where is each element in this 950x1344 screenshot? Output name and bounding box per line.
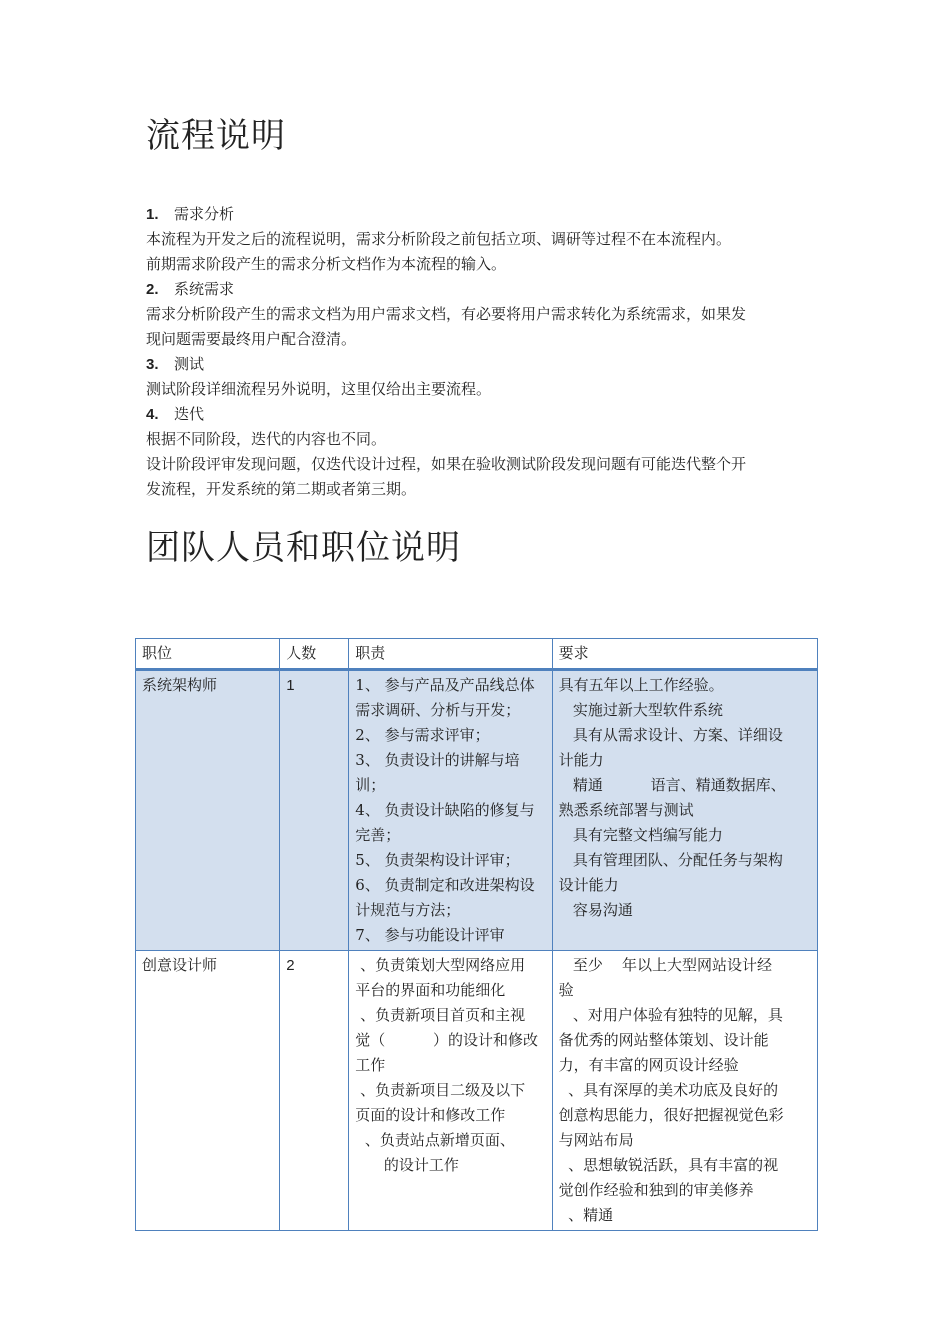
- process-item-text: 前期需求阶段产生的需求分析文档作为本流程的输入。: [146, 255, 507, 273]
- requirement-line: 精通 语言、精通数据库、: [558, 776, 786, 794]
- process-section: [146, 202, 826, 502]
- duty-line: 5、 负责架构设计评审；: [355, 851, 520, 869]
- duty-line: 计规范与方法；: [355, 901, 461, 919]
- table-header-row: [136, 639, 818, 670]
- requirement-line: 具有五年以上工作经验。: [558, 676, 724, 694]
- duty-line: 需求调研、分析与开发；: [355, 701, 521, 719]
- duties-cell: [349, 951, 552, 1231]
- process-item-heading: 4. 迭代: [146, 402, 826, 427]
- requirement-line: 力，有丰富的网页设计经验: [558, 1056, 739, 1074]
- count-cell: 1: [280, 670, 349, 951]
- process-item-text: 根据不同阶段，迭代的内容也不同。: [146, 430, 387, 448]
- process-item-text: 测试阶段详细流程另外说明，这里仅给出主要流程。: [146, 380, 492, 398]
- duty-line: 2、 参与需求评审；: [355, 726, 490, 744]
- requirement-line: 、精通: [558, 1206, 614, 1224]
- process-item-heading: 2. 系统需求: [146, 277, 826, 302]
- process-item-text: 本流程为开发之后的流程说明，需求分析阶段之前包括立项、调研等过程不在本流程内。: [146, 230, 732, 248]
- requirement-line: 至少 年以上大型网站设计经: [558, 956, 772, 974]
- roles-table: [135, 638, 818, 1231]
- header-requirements: 要求: [552, 639, 817, 670]
- duties-cell: [349, 670, 552, 951]
- role-cell: 创意设计师: [136, 951, 280, 1231]
- requirement-line: 具有管理团队、分配任务与架构: [558, 851, 783, 869]
- duty-line: 训；: [355, 776, 386, 794]
- requirement-line: 计能力: [558, 751, 604, 769]
- duty-line: 平台的界面和功能细化: [355, 981, 506, 999]
- duty-line: 3、 负责设计的讲解与培: [355, 751, 520, 769]
- duty-line: 、负责新项目首页和主视: [355, 1006, 526, 1024]
- requirement-line: 实施过新大型软件系统: [558, 701, 723, 719]
- requirement-line: 熟悉系统部署与测试: [558, 801, 694, 819]
- duty-line: 页面的设计和修改工作: [355, 1106, 506, 1124]
- duty-line: 6、 负责制定和改进架构设: [355, 876, 535, 894]
- requirement-line: 备优秀的网站整体策划、设计能: [558, 1031, 769, 1049]
- requirement-line: 、具有深厚的美术功底及良好的: [558, 1081, 779, 1099]
- duty-line: 、负责新项目二级及以下: [355, 1081, 526, 1099]
- role-cell: 系统架构师: [136, 670, 280, 951]
- item-number: 1.: [146, 206, 159, 223]
- process-item-text: 发流程，开发系统的第二期或者第三期。: [146, 480, 417, 498]
- header-role: 职位: [136, 639, 280, 670]
- requirement-line: 具有完整文档编写能力: [558, 826, 723, 844]
- requirements-cell: [552, 670, 817, 951]
- process-title: 流程说明: [146, 116, 286, 156]
- count-cell: 2: [280, 951, 349, 1231]
- header-count: 人数: [280, 639, 349, 670]
- process-item-text: 现问题需要最终用户配合澄清。: [146, 330, 357, 348]
- process-item-heading: 1. 需求分析: [146, 202, 826, 227]
- process-item-heading: 3. 测试: [146, 352, 826, 377]
- duty-line: 完善；: [355, 826, 401, 844]
- duty-line: 4、 负责设计缺陷的修复与: [355, 801, 535, 819]
- process-item-text: 设计阶段评审发现问题，仅迭代设计过程，如果在验收测试阶段发现问题有可能迭代整个开: [146, 455, 747, 473]
- requirement-line: 容易沟通: [558, 901, 633, 919]
- duty-line: 7、 参与功能设计评审: [355, 926, 505, 944]
- duty-line: 的设计工作: [355, 1156, 459, 1174]
- item-number: 2.: [146, 281, 159, 298]
- table-row: [136, 951, 818, 1231]
- requirement-line: 设计能力: [558, 876, 619, 894]
- duty-line: 1、 参与产品及产品线总体: [355, 676, 535, 694]
- process-item-text: 需求分析阶段产生的需求文档为用户需求文档，有必要将用户需求转化为系统需求，如果发: [146, 305, 747, 323]
- item-number: 4.: [146, 406, 159, 423]
- requirement-line: 、对用户体验有独特的见解，具: [558, 1006, 783, 1024]
- requirement-line: 验: [558, 981, 574, 999]
- requirement-line: 与网站布局: [558, 1131, 634, 1149]
- requirement-line: 创意构思能力，很好把握视觉色彩: [558, 1106, 784, 1124]
- item-number: 3.: [146, 356, 159, 373]
- requirement-line: 觉创作经验和独到的审美修养: [558, 1181, 754, 1199]
- requirements-cell: [552, 951, 817, 1231]
- duty-line: 觉（ ）的设计和修改: [355, 1031, 538, 1049]
- table-row: [136, 670, 818, 951]
- duty-line: 、负责站点新增页面、: [355, 1131, 515, 1149]
- duty-line: 工作: [355, 1056, 386, 1074]
- requirement-line: 、思想敏锐活跃，具有丰富的视: [558, 1156, 779, 1174]
- duty-line: 、负责策划大型网络应用: [355, 956, 526, 974]
- team-title: 团队人员和职位说明: [146, 528, 461, 568]
- requirement-line: 具有从需求设计、方案、详细设: [558, 726, 783, 744]
- header-duties: 职责: [349, 639, 552, 670]
